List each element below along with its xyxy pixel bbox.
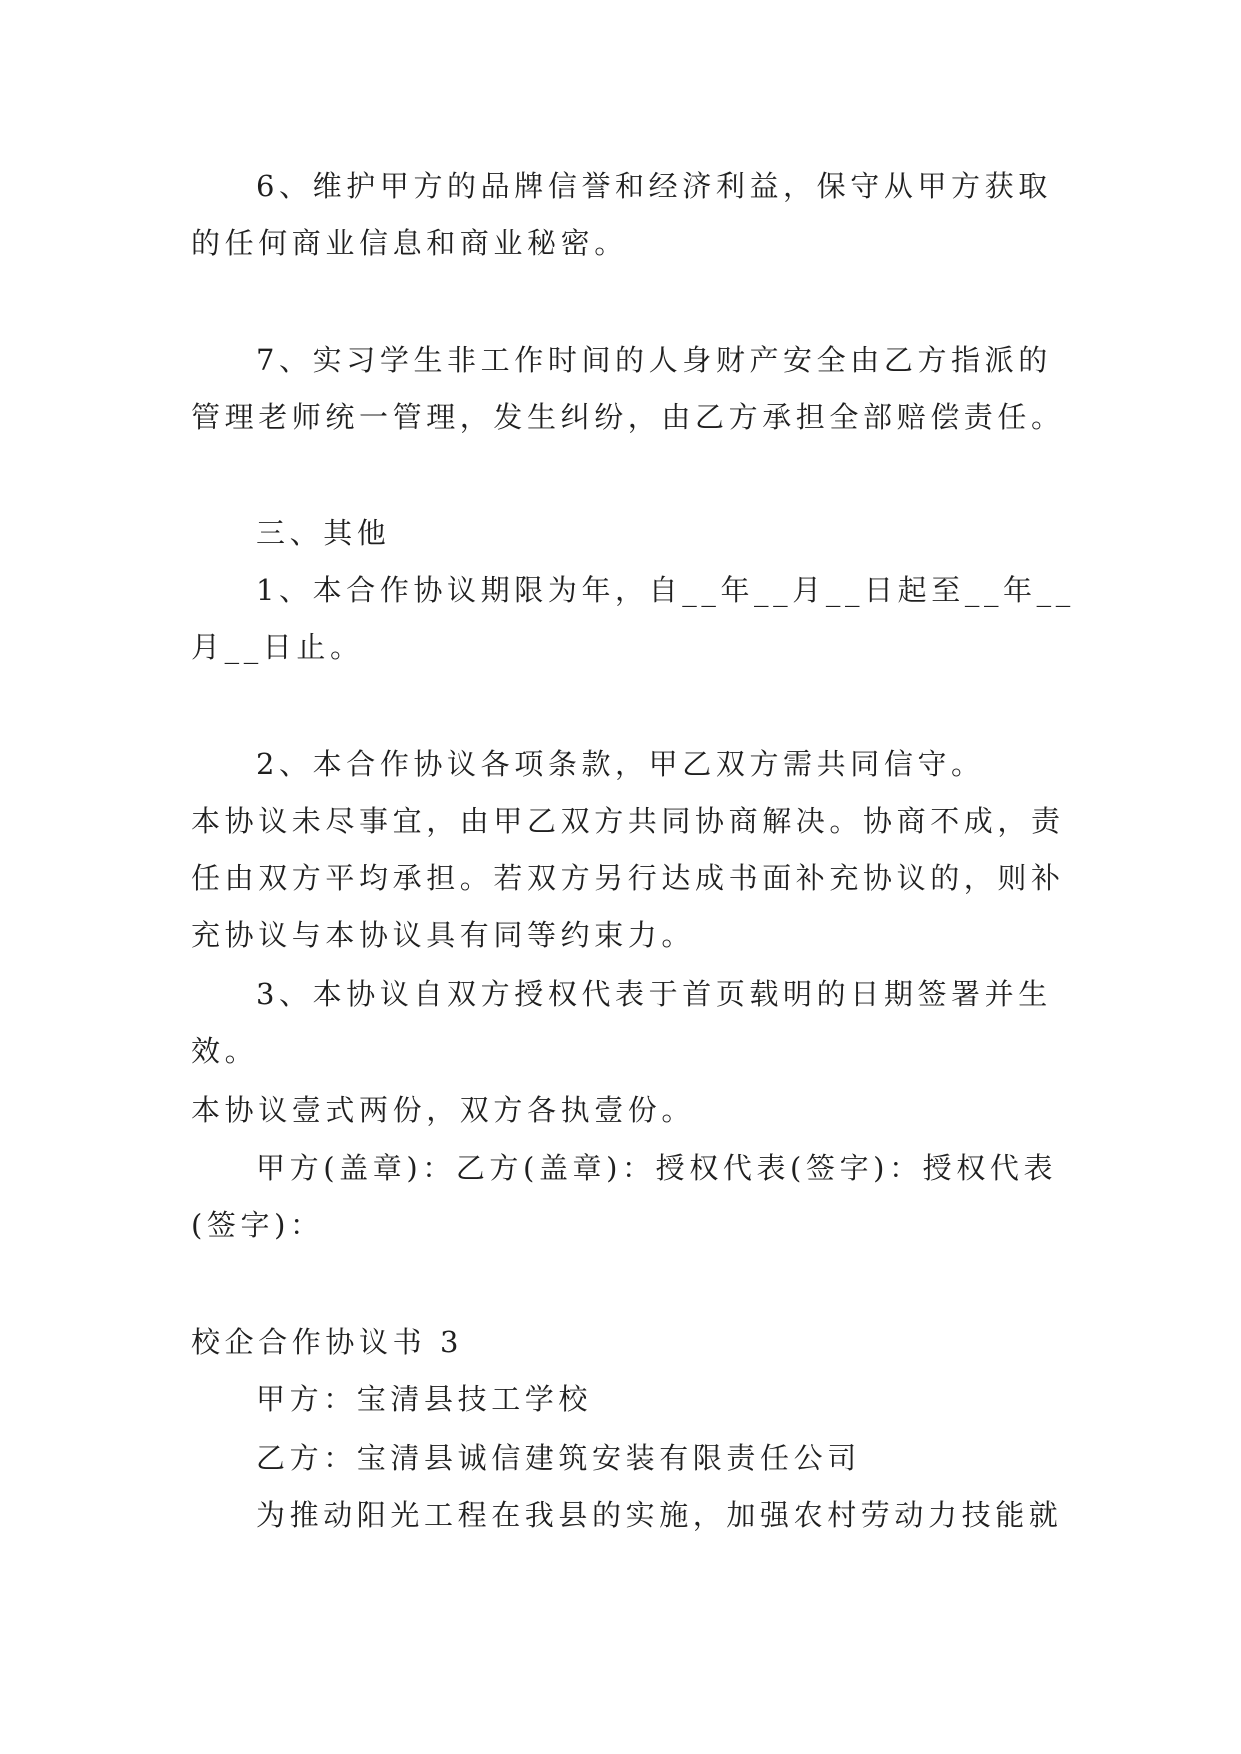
other-3-line-2: 效。	[191, 1034, 259, 1068]
other-2-line-1: 2、本合作协议各项条款，甲乙双方需共同信守。	[256, 747, 985, 781]
section-3-heading: 三、其他	[256, 516, 391, 550]
other-3-line-3: 本协议壹式两份，双方各执壹份。	[191, 1093, 696, 1127]
other-2-line-4: 充协议与本协议具有同等约束力。	[191, 918, 696, 952]
signature-line-1: 甲方(盖章)：乙方(盖章)：授权代表(签字)：授权代表	[256, 1151, 1058, 1185]
other-1-line-2: 月__日止。	[191, 630, 364, 664]
other-1-line-1: 1、本合作协议期限为年，自__年__月__日起至__年__	[256, 573, 1075, 607]
clause-6-line-2: 的任何商业信息和商业秘密。	[191, 226, 628, 260]
clause-7-line-1: 7、实习学生非工作时间的人身财产安全由乙方指派的	[256, 343, 1052, 377]
other-2-line-3: 任由双方平均承担。若双方另行达成书面补充协议的，则补	[191, 861, 1065, 895]
agreement-3-party-b: 乙方：宝清县诚信建筑安装有限责任公司	[256, 1441, 861, 1475]
other-2-line-2: 本协议未尽事宜，由甲乙双方共同协商解决。协商不成，责	[191, 804, 1065, 838]
signature-line-2: (签字)：	[191, 1208, 324, 1242]
other-3-line-1: 3、本协议自双方授权代表于首页载明的日期签署并生	[256, 977, 1052, 1011]
agreement-3-intro: 为推动阳光工程在我县的实施，加强农村劳动力技能就	[256, 1498, 1063, 1532]
clause-7-line-2: 管理老师统一管理，发生纠纷，由乙方承担全部赔偿责任。	[191, 400, 1065, 434]
agreement-3-party-a: 甲方：宝清县技工学校	[256, 1382, 593, 1416]
clause-6-line-1: 6、维护甲方的品牌信誉和经济利益，保守从甲方获取	[256, 169, 1052, 203]
agreement-3-title: 校企合作协议书 3	[191, 1325, 464, 1359]
